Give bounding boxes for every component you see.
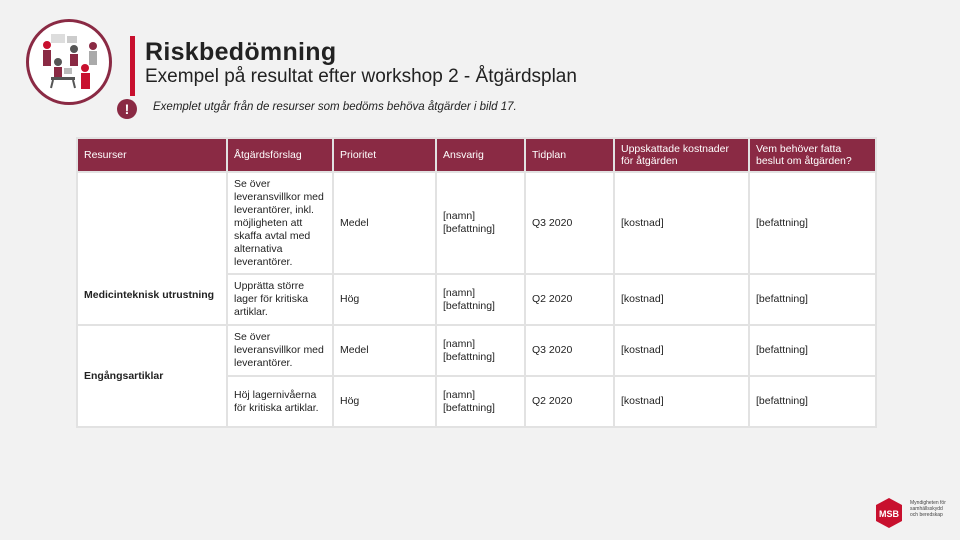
cost-cell: [kostnad] <box>614 274 749 325</box>
priority-cell: Hög <box>333 274 436 325</box>
title-accent-bar <box>130 36 135 96</box>
timeline-cell: Q2 2020 <box>525 376 614 427</box>
people-illustration-icon <box>26 19 112 105</box>
table-row <box>77 325 876 376</box>
owner-cell: [namn] [befattning] <box>436 274 525 325</box>
header-decider: Vem behöver fatta beslut om åtgärden? <box>749 138 876 172</box>
info-note: Exemplet utgår från de resurser som bedöms behöva åtgärder i bild 17. <box>153 101 517 113</box>
decider-cell: [befattning] <box>749 274 876 325</box>
table-header-row <box>77 138 876 172</box>
decider-cell: [befattning] <box>749 376 876 427</box>
cost-cell: [kostnad] <box>614 172 749 274</box>
owner-cell: [namn] [befattning] <box>436 325 525 376</box>
priority-cell: Hög <box>333 376 436 427</box>
timeline-cell: Q3 2020 <box>525 325 614 376</box>
cost-cell: [kostnad] <box>614 325 749 376</box>
timeline-cell: Q3 2020 <box>525 172 614 274</box>
resource-cell: Medicinteknisk utrustning <box>77 172 227 325</box>
resource-cell: Engångsartiklar <box>77 325 227 427</box>
action-plan-table <box>76 137 877 428</box>
msb-logo-icon <box>873 497 905 534</box>
cost-cell: [kostnad] <box>614 376 749 427</box>
page-title: Riskbedömning <box>145 38 337 66</box>
decider-cell: [befattning] <box>749 172 876 274</box>
priority-cell: Medel <box>333 325 436 376</box>
header-owner: Ansvarig <box>436 138 525 172</box>
owner-cell: [namn] [befattning] <box>436 376 525 427</box>
exclamation-icon: ! <box>117 99 137 119</box>
timeline-cell: Q2 2020 <box>525 274 614 325</box>
action-cell: Se över leveransvillkor med leverantörer. <box>227 325 333 376</box>
action-cell: Se över leveransvillkor med leverantörer, inkl. möjligheten att skaffa avtal med alternativa leverantörer. <box>227 172 333 274</box>
page-subtitle: Exempel på resultat efter workshop 2 - Åtgärdsplan <box>145 66 577 87</box>
decider-cell: [befattning] <box>749 325 876 376</box>
header-priority: Prioritet <box>333 138 436 172</box>
header-resources: Resurser <box>77 138 227 172</box>
org-name: Myndigheten för samhällsskydd och beredskap <box>910 500 946 518</box>
table-row <box>77 172 876 274</box>
header-cost: Uppskattade kostnader för åtgärden <box>614 138 749 172</box>
owner-cell: [namn] [befattning] <box>436 172 525 274</box>
header-timeline: Tidplan <box>525 138 614 172</box>
action-cell: Upprätta större lager för kritiska artiklar. <box>227 274 333 325</box>
action-cell: Höj lagernivåerna för kritiska artiklar. <box>227 376 333 427</box>
header-action: Åtgärdsförslag <box>227 138 333 172</box>
priority-cell: Medel <box>333 172 436 274</box>
msb-logo-text: MSB <box>879 509 899 519</box>
